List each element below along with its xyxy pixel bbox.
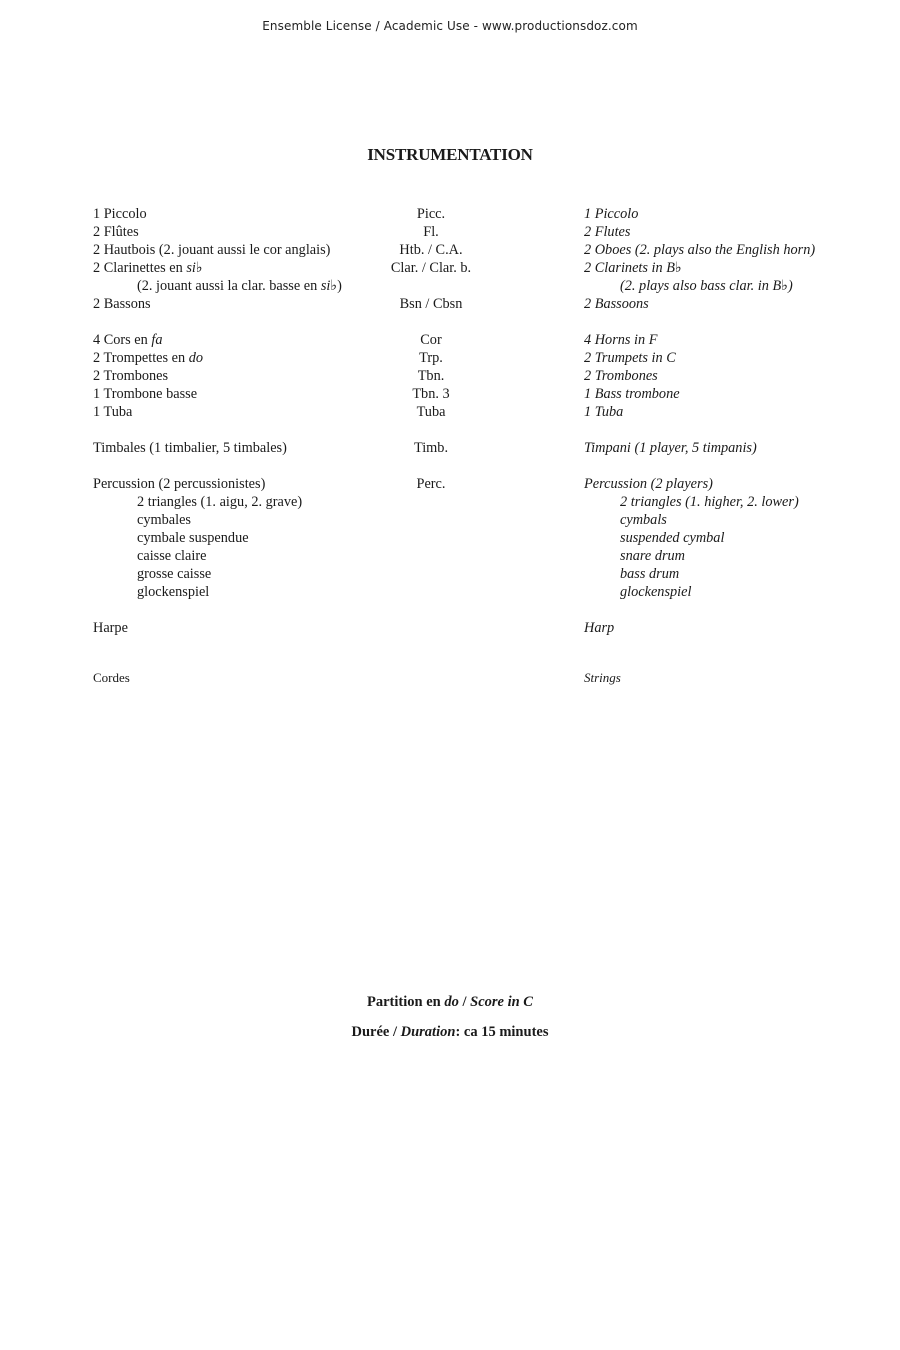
abbreviation: Cor: [420, 332, 442, 348]
french-label: grosse caisse: [137, 566, 212, 582]
abbreviation: Tbn. 3: [412, 386, 450, 402]
english-label: (2. plays also bass clar. in B♭): [620, 278, 793, 294]
abbreviation: Picc.: [416, 206, 446, 222]
french-label: 1 Trombone basse: [93, 386, 198, 402]
french-label-text: 2 Clarinettes en: [93, 260, 187, 276]
instrument-row-oboes: [0, 241, 900, 259]
french-label: 1 Tuba: [93, 404, 133, 420]
license-header: Ensemble License / Academic Use - www.productionsdoz.com: [262, 19, 638, 33]
french-label-text: 4 Cors en: [93, 332, 152, 348]
french-label: 2 triangles (1. aigu, 2. grave): [137, 494, 303, 510]
instrument-row-tuba: [0, 403, 900, 421]
abbreviation: Tuba: [416, 404, 446, 420]
percussion-item-suspended-cymbal: [0, 529, 900, 547]
english-label: suspended cymbal: [620, 530, 725, 546]
english-label: 2 triangles (1. higher, 2. lower): [620, 494, 799, 510]
score-key-line: [0, 994, 900, 1011]
english-label: 1 Tuba: [584, 404, 624, 420]
english-label: cymbals: [620, 512, 667, 528]
instrument-row-strings: [0, 669, 900, 687]
english-label: 4 Horns in F: [584, 332, 658, 348]
abbreviation: Tbn.: [417, 368, 445, 384]
instrument-row-horns: [0, 331, 900, 349]
french-label: glockenspiel: [137, 584, 210, 600]
percussion-item-snare-drum: [0, 547, 900, 565]
french-key: si♭: [186, 260, 203, 276]
duration-label-en: Duration: [400, 1024, 456, 1040]
instrument-row-piccolo: [0, 205, 900, 223]
duration-value: : ca 15 minutes: [455, 1024, 549, 1040]
french-label: Harpe: [93, 620, 128, 636]
french-label-close: ): [337, 278, 342, 294]
english-label: 2 Oboes (2. plays also the English horn): [584, 242, 816, 258]
english-label: 2 Flutes: [584, 224, 631, 240]
instrument-row-harp: [0, 619, 900, 637]
french-label: 1 Piccolo: [93, 206, 147, 222]
english-label: 1 Piccolo: [584, 206, 639, 222]
instrument-row-trumpets: [0, 349, 900, 367]
score-key-en: Score in C: [470, 994, 533, 1010]
abbreviation: Perc.: [416, 476, 446, 492]
instrument-row-percussion: [0, 475, 900, 493]
abbreviation: Fl.: [423, 224, 439, 240]
french-label: cymbale suspendue: [137, 530, 249, 546]
abbreviation: Timb.: [413, 440, 449, 456]
english-label: Timpani (1 player, 5 timpanis): [584, 440, 757, 456]
english-label: 2 Bassoons: [584, 296, 649, 312]
page-title: INSTRUMENTATION: [367, 145, 533, 164]
french-label: 2 Trombones: [93, 368, 169, 384]
english-label: 2 Trombones: [584, 368, 658, 384]
french-label: Cordes: [93, 670, 130, 685]
english-label: snare drum: [620, 548, 685, 564]
french-label: 2 Hautbois (2. jouant aussi le cor anglais): [93, 242, 331, 258]
french-label: 2 Flûtes: [93, 224, 139, 240]
abbreviation: Bsn / Cbsn: [399, 296, 463, 312]
french-key: do: [188, 350, 204, 366]
french-key: si♭: [320, 278, 338, 294]
french-label: 2 Bassons: [93, 296, 151, 312]
english-label: Strings: [584, 670, 621, 685]
english-label: 2 Clarinets in B♭: [584, 260, 682, 276]
french-label: [93, 331, 163, 349]
french-label: [93, 259, 203, 277]
abbreviation: Trp.: [419, 350, 443, 366]
instrument-row-bassoons: [0, 295, 900, 313]
english-label: 1 Bass trombone: [584, 386, 680, 402]
instrument-row-bass-trombone: [0, 385, 900, 403]
duration-line: [0, 1024, 900, 1041]
score-key-separator: /: [458, 994, 471, 1010]
percussion-item-triangles: [0, 493, 900, 511]
percussion-item-glockenspiel: [0, 583, 900, 601]
percussion-item-cymbals: [0, 511, 900, 529]
english-label: Percussion (2 players): [584, 476, 713, 492]
french-label: Timbales (1 timbalier, 5 timbales): [93, 440, 287, 456]
score-key-fr: do: [444, 994, 459, 1010]
french-label: [137, 277, 342, 295]
abbreviation: Clar. / Clar. b.: [390, 260, 472, 276]
instrument-row-clarinets: [0, 259, 900, 277]
instrument-row-clarinets-note: [0, 277, 900, 295]
instrument-row-trombones: [0, 367, 900, 385]
french-key: fa: [151, 332, 163, 348]
english-label: Harp: [584, 620, 615, 636]
french-label: cymbales: [137, 512, 191, 528]
english-label: bass drum: [620, 566, 680, 582]
abbreviation: Htb. / C.A.: [399, 242, 463, 258]
instrument-row-timpani: [0, 439, 900, 457]
french-label-text: (2. jouant aussi la clar. basse en: [137, 278, 321, 294]
percussion-item-bass-drum: [0, 565, 900, 583]
french-label: caisse claire: [137, 548, 207, 564]
instrument-row-flutes: [0, 223, 900, 241]
french-label: [93, 349, 203, 367]
french-label-text: 2 Trompettes en: [93, 350, 189, 366]
duration-label-fr: Durée /: [351, 1024, 401, 1040]
score-key-text: Partition en: [367, 994, 445, 1010]
french-label: Percussion (2 percussionistes): [93, 476, 266, 492]
english-label: 2 Trumpets in C: [584, 350, 676, 366]
english-label: glockenspiel: [620, 584, 692, 600]
